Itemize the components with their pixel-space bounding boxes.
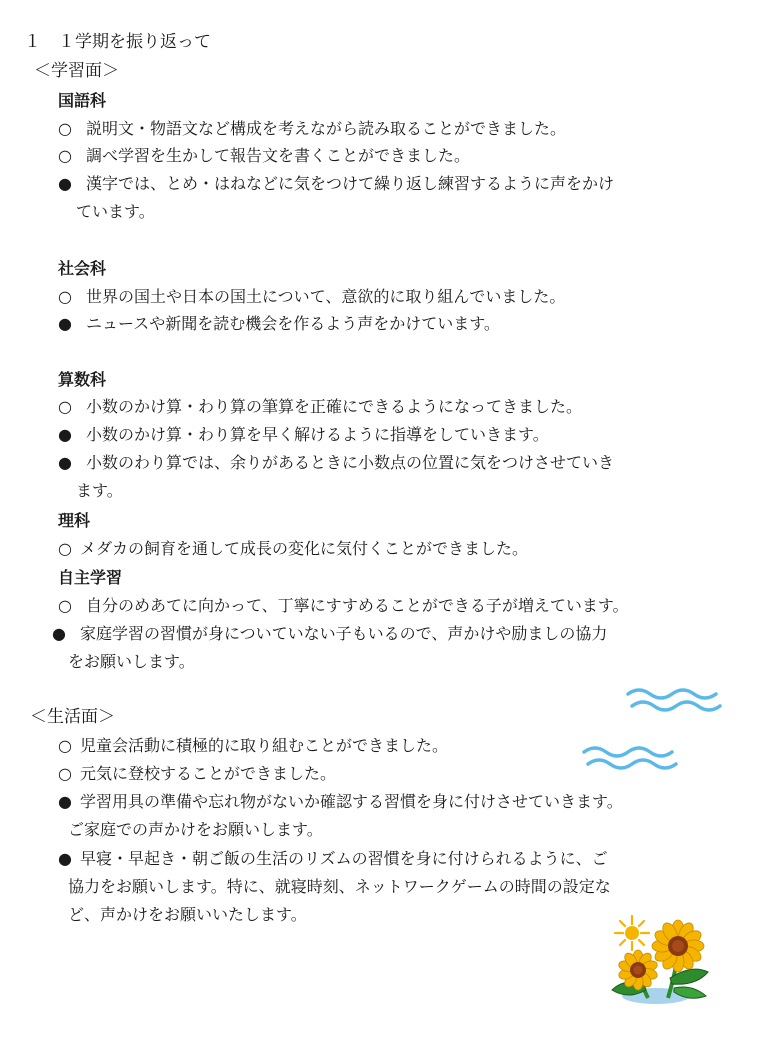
item-continuation: ど、声かけをお願いいたします。 [68,905,307,924]
subject-kokugo: 国語科 [58,91,107,110]
list-item [58,452,614,474]
wave-icon [626,685,726,715]
item-text: 漢字では、とめ・はねなどに気をつけて繰り返し練習するように声をかけ [86,174,615,193]
bullet-mark-icon: ● [52,624,66,643]
item-continuation: をお願いします。 [68,652,195,671]
list-item [58,735,448,757]
bullet-mark-icon: ● [58,425,72,444]
circle-mark-icon: ○ [58,397,72,416]
item-text: 児童会活動に積極的に取り組むことができました。 [80,736,449,755]
subject-rika: 理科 [58,511,91,530]
list-item [58,791,623,813]
bullet-mark-icon: ● [58,792,72,811]
sunflower-icon [608,912,718,1007]
list-item [58,763,336,785]
circle-mark-icon: ○ [58,287,72,306]
item-text: 調べ学習を生かして報告文を書くことができました。 [86,146,471,165]
item-text: メダカの飼育を通して成長の変化に気付くことができました。 [80,539,529,558]
page-title: １ １学期を振り返って [24,32,211,52]
item-text: 元気に登校することができました。 [80,764,337,783]
life-heading: ＜生活面＞ [30,707,115,727]
subject-sansu: 算数科 [58,370,107,389]
circle-mark-icon: ○ [58,736,72,755]
list-item [58,173,614,195]
item-text: 説明文・物語文など構成を考えながら読み取ることができました。 [86,119,567,138]
list-item [52,623,607,645]
list-item [58,538,528,560]
item-text: 世界の国土や日本の国土について、意欲的に取り組んでいました。 [86,287,566,306]
item-continuation: ます。 [76,481,123,500]
list-item [58,145,470,167]
item-text: 学習用具の準備や忘れ物がないか確認する習慣を身に付けさせていきます。 [80,792,623,811]
item-text: 家庭学習の習慣が身についていない子もいるので、声かけや励ましの協力 [80,624,608,643]
item-text: 早寝・早起き・朝ご飯の生活のリズムの習慣を身に付けられるように、ご [80,849,608,868]
circle-mark-icon: ○ [58,764,72,783]
bullet-mark-icon: ● [58,849,72,868]
item-continuation: 協力をお願いします。特に、就寝時刻、ネットワークゲームの時間の設定な [68,877,611,896]
list-item [58,848,608,870]
circle-mark-icon: ○ [58,119,72,138]
item-continuation: ています。 [76,202,155,221]
list-item [58,396,582,418]
wave-icon [582,743,682,773]
subject-shakai: 社会科 [58,259,107,278]
small-sun-icon [615,916,649,950]
item-text: 小数のかけ算・わり算の筆算を正確にできるようになってきました。 [86,397,583,416]
item-continuation: ご家庭での声かけをお願いします。 [68,820,323,839]
item-text: 自分のめあてに向かって、丁寧にすすめることができる子が増えています。 [86,596,629,615]
subject-jishu: 自主学習 [58,568,123,587]
item-text: 小数のかけ算・わり算を早く解けるように指導をしていきます。 [86,425,549,444]
list-item [58,286,565,308]
list-item [58,313,500,335]
item-text: 小数のわり算では、余りがあるときに小数点の位置に気をつけさせていき [86,453,615,472]
bullet-mark-icon: ● [58,174,72,193]
circle-mark-icon: ○ [58,146,72,165]
list-item [58,424,549,446]
circle-mark-icon: ○ [58,539,72,558]
circle-mark-icon: ○ [58,596,72,615]
list-item [58,118,566,140]
item-text: ニュースや新聞を読む機会を作るよう声をかけています。 [86,314,500,333]
bullet-mark-icon: ● [58,453,72,472]
bullet-mark-icon: ● [58,314,72,333]
list-item [58,595,629,617]
study-heading: ＜学習面＞ [34,61,119,81]
